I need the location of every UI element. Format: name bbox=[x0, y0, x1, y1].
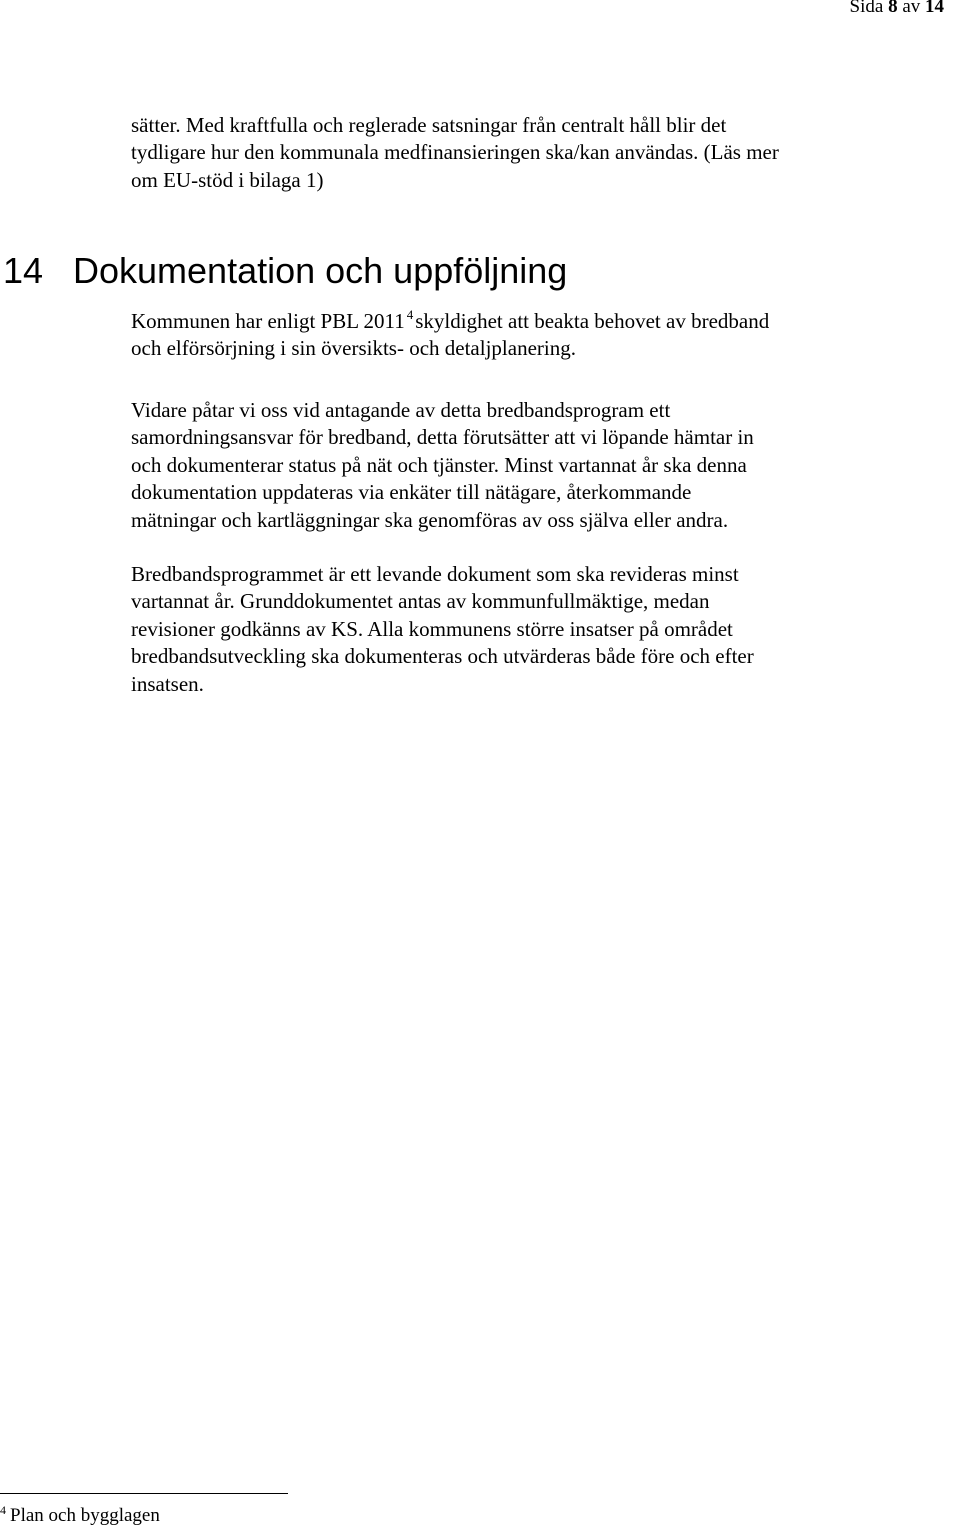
paragraph-responsibility bbox=[131, 397, 931, 534]
page-number-header bbox=[850, 0, 944, 18]
current-page-number: 8 bbox=[888, 0, 898, 17]
footnote-text: Plan och bygglagen bbox=[10, 1505, 160, 1526]
paragraph-line: Vidare påtar vi oss vid antagande av detta bredbandsprogram ett bbox=[131, 398, 671, 422]
intro-line: om EU-stöd i bilaga 1) bbox=[131, 167, 324, 192]
paragraph-line: bredbandsutveckling ska dokumenteras och utvärderas både före och efter bbox=[131, 644, 754, 669]
section-heading bbox=[3, 248, 567, 294]
paragraph-line: revisioner godkänns av KS. Alla kommunens större insatser på området bbox=[131, 616, 733, 641]
intro-paragraph bbox=[131, 112, 931, 194]
page-label: Sida bbox=[849, 0, 884, 17]
paragraph-line bbox=[131, 308, 931, 335]
intro-line: sätter. Med kraftfulla och reglerade satsningar från centralt håll blir det bbox=[131, 113, 727, 137]
paragraph-pbl bbox=[131, 308, 931, 363]
footnote bbox=[0, 1504, 160, 1528]
paragraph-line: samordningsansvar för bredband, detta förutsätter att vi löpande hämtar in bbox=[131, 425, 754, 450]
footnote-reference: 4 bbox=[406, 306, 414, 322]
section-title: Dokumentation och uppföljning bbox=[73, 250, 568, 291]
paragraph-line: insatsen. bbox=[131, 671, 204, 696]
paragraph-line: mätningar och kartläggningar ska genomföras av oss själva eller andra. bbox=[131, 507, 729, 532]
section-number: 14 bbox=[3, 250, 44, 291]
paragraph-line: Bredbandsprogrammet är ett levande dokument som ska revideras minst bbox=[131, 562, 739, 586]
total-page-count: 14 bbox=[925, 0, 944, 17]
intro-line: tydligare hur den kommunala medfinansieringen ska/kan användas. (Läs mer bbox=[131, 140, 779, 165]
paragraph-text: Kommunen har enligt PBL 2011 bbox=[131, 309, 405, 333]
footnote-divider bbox=[0, 1493, 288, 1494]
paragraph-line: och elförsörjning i sin översikts- och detaljplanering. bbox=[131, 336, 576, 361]
paragraph-line: och dokumenterar status på nät och tjänster. Minst vartannat år ska denna bbox=[131, 452, 747, 477]
paragraph-text: skyldighet att beakta behovet av bredband bbox=[415, 309, 770, 333]
footnote-marker: 4 bbox=[0, 1502, 6, 1517]
paragraph-line: dokumentation uppdateras via enkäter till nätägare, återkommande bbox=[131, 480, 692, 505]
paragraph-revision bbox=[131, 561, 931, 698]
page-separator: av bbox=[902, 0, 921, 17]
paragraph-line: vartannat år. Grunddokumentet antas av kommunfullmäktige, medan bbox=[131, 589, 710, 614]
